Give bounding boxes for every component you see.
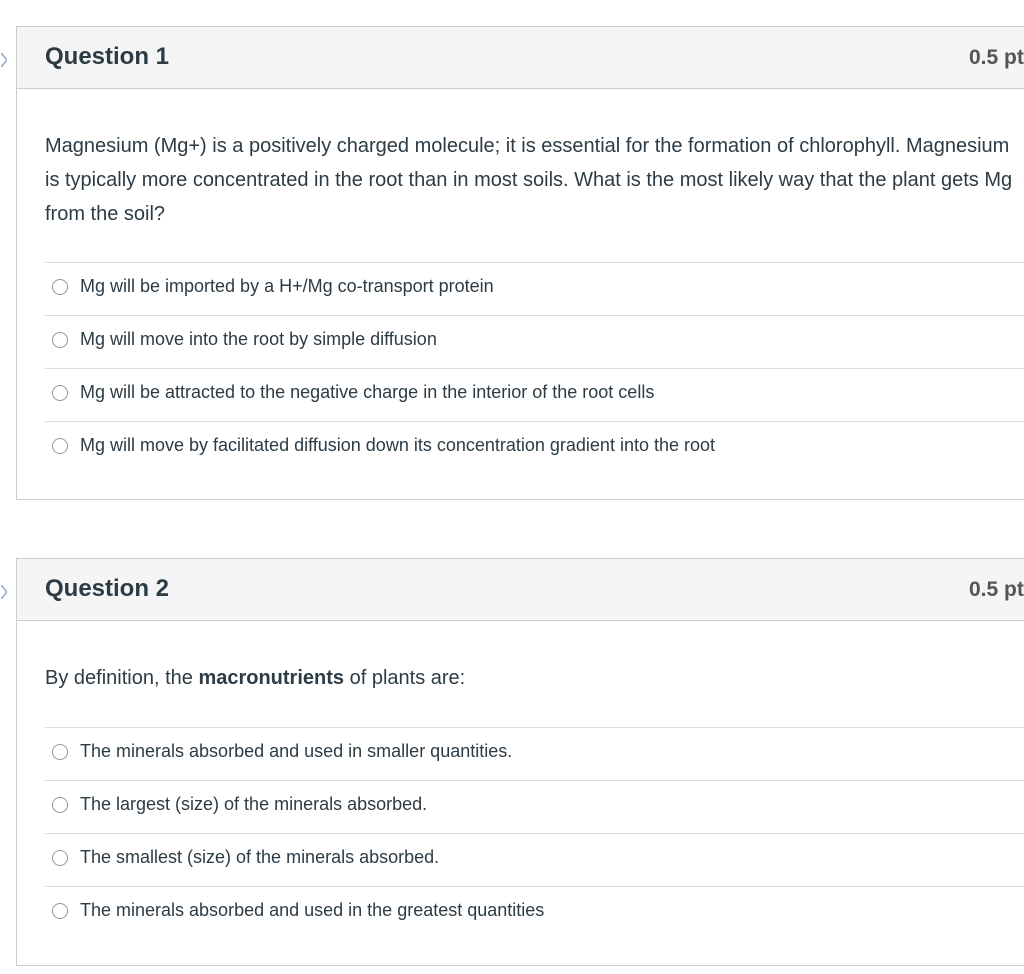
- question-text-bold: macronutrients: [198, 667, 345, 689]
- answer-option[interactable]: [45, 886, 1024, 939]
- answer-label: Mg will move by facilitated diffusion down its concentration gradient into the root: [80, 435, 716, 455]
- question-points: 0.5 pt: [969, 46, 1024, 69]
- question-title: Question 1: [45, 43, 170, 70]
- answer-label: The minerals absorbed and used in smaller quantities.: [80, 741, 513, 761]
- radio-button[interactable]: [52, 332, 68, 348]
- answer-option[interactable]: [45, 368, 1024, 421]
- question-text: Magnesium (Mg+) is a positively charged molecule; it is essential for the formation of chlorophyll. Magnesium is typically more concentrated in the root than in most soils. What is the most likely way that the plant gets Mg from the soil?: [45, 135, 1013, 225]
- answer-label: The largest (size) of the minerals absorbed.: [80, 794, 428, 814]
- answer-list: [45, 727, 1024, 939]
- radio-button[interactable]: [52, 903, 68, 919]
- question-header: [17, 27, 1024, 89]
- question-points: 0.5 pt: [969, 578, 1024, 601]
- question-text: [45, 661, 1020, 695]
- answer-label: Mg will move into the root by simple diffusion: [80, 329, 437, 349]
- answer-option[interactable]: [45, 262, 1024, 315]
- answer-option[interactable]: [45, 833, 1024, 886]
- question-1-card: [16, 26, 1024, 500]
- question-text-part: of plants are:: [344, 667, 466, 689]
- question-title: Question 2: [45, 575, 170, 602]
- radio-button[interactable]: [52, 744, 68, 760]
- answer-label: The smallest (size) of the minerals absorbed.: [80, 847, 440, 867]
- answer-option[interactable]: [45, 727, 1024, 780]
- question-header: [17, 559, 1024, 621]
- radio-button[interactable]: [52, 385, 68, 401]
- answer-option[interactable]: [45, 780, 1024, 833]
- radio-button[interactable]: [52, 279, 68, 295]
- question-flag-icon: [1, 53, 7, 67]
- question-2-card: [16, 558, 1024, 966]
- answer-label: Mg will be imported by a H+/Mg co-transport protein: [80, 276, 494, 296]
- radio-button[interactable]: [52, 797, 68, 813]
- answer-list: [45, 262, 1024, 474]
- answer-label: The minerals absorbed and used in the greatest quantities: [80, 900, 545, 920]
- answer-option[interactable]: [45, 315, 1024, 368]
- radio-button[interactable]: [52, 850, 68, 866]
- answer-option[interactable]: [45, 421, 1024, 474]
- question-text-part: By definition, the: [45, 667, 199, 689]
- question-flag-icon: [1, 585, 7, 599]
- answer-label: Mg will be attracted to the negative charge in the interior of the root cells: [80, 382, 655, 402]
- radio-button[interactable]: [52, 438, 68, 454]
